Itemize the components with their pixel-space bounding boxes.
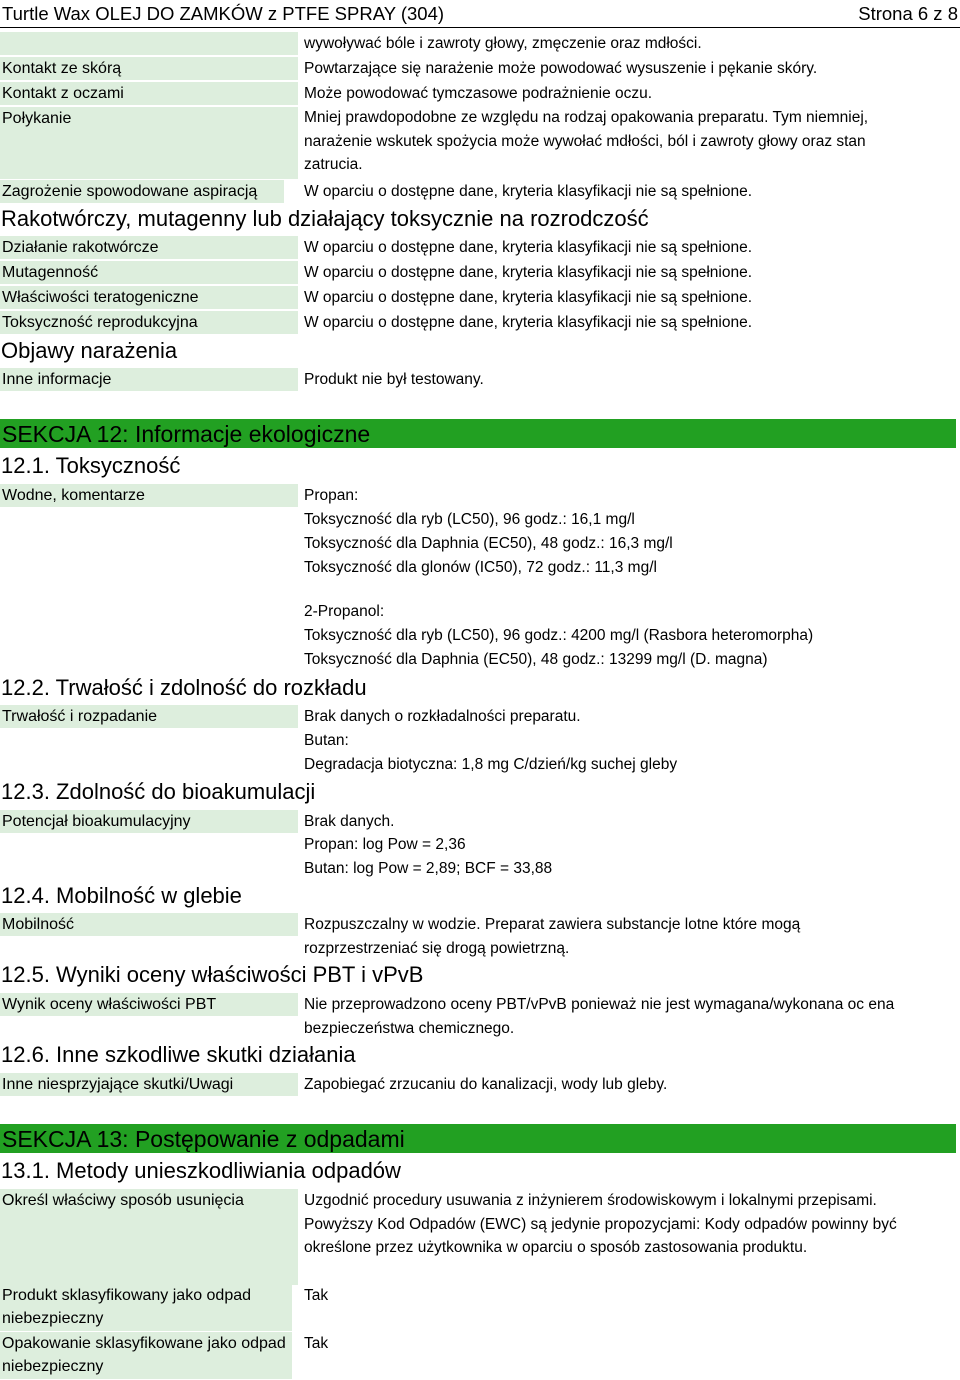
other-info-label: Inne informacje (0, 368, 298, 391)
packaging-value: Tak (304, 1335, 329, 1352)
teratogenicity-value: W oparciu o dostępne dane, kryteria klasyfikacji nie są spełnione. (304, 289, 753, 306)
other-info-value: Produkt nie był testowany. (304, 371, 484, 388)
pbt-heading: 12.5. Wyniki oceny właściwości PBT i vPvB (1, 962, 424, 987)
aquatic-line: Toksyczność dla Daphnia (EC50), 48 godz.: 13299 mg/l (D. magna) (304, 651, 768, 668)
bioaccumulation-heading: 12.3. Zdolność do bioakumulacji (1, 779, 316, 804)
skin-contact-value: Powtarzające się narażenie może powodować wysuszenie i pękanie skóry. (304, 60, 818, 77)
aquatic-label: Wodne, komentarze (0, 484, 298, 507)
hazardous-waste-label: Produkt sklasyfikowany jako odpad niebezpieczny (0, 1284, 292, 1331)
aspiration-value: W oparciu o dostępne dane, kryteria klasyfikacji nie są spełnione. (304, 183, 753, 200)
header-divider (0, 27, 960, 28)
section-13-title: SEKCJA 13: Postępowanie z odpadami (0, 1124, 956, 1153)
other-effects-value: Zapobiegać zrzucaniu do kanalizacji, wody lub gleby. (304, 1076, 668, 1093)
reproductive-toxicity-value: W oparciu o dostępne dane, kryteria klasyfikacji nie są spełnione. (304, 314, 753, 331)
aquatic-line: 2-Propanol: (304, 603, 385, 620)
packaging-label: Opakowanie sklasyfikowane jako odpad niebezpieczny (0, 1332, 292, 1379)
persistence-line: Butan: (304, 732, 349, 749)
pbt-value: Nie przeprowadzono oceny PBT/vPvB ponieważ nie jest wymagana/wykonana oc ena bezpieczeństwa chemicznego. (304, 996, 895, 1037)
bioaccumulation-line: Propan: log Pow = 2,36 (304, 836, 466, 853)
mobility-heading: 12.4. Mobilność w glebie (1, 883, 242, 908)
skin-contact-label: Kontakt ze skórą (0, 57, 298, 80)
ingestion-label: Połykanie (0, 107, 298, 179)
mobility-label: Mobilność (0, 913, 298, 936)
section-12-title: SEKCJA 12: Informacje ekologiczne (0, 419, 956, 448)
reproductive-toxicity-label: Toksyczność reprodukcyjna (0, 311, 298, 334)
other-effects-heading: 12.6. Inne szkodliwe skutki działania (1, 1042, 356, 1067)
mutagenicity-value: W oparciu o dostępne dane, kryteria klasyfikacji nie są spełnione. (304, 264, 753, 281)
cmr-heading: Rakotwórczy, mutagenny lub działający toksycznie na rozrodczość (1, 206, 649, 231)
eye-contact-value: Może powodować tymczasowe podrażnienie oczu. (304, 85, 653, 102)
page-header (0, 0, 960, 28)
disposal-label: Określ właściwy sposób usunięcia (0, 1189, 298, 1285)
aquatic-line: Toksyczność dla ryb (LC50), 96 godz.: 16,1 mg/l (304, 511, 635, 528)
hazardous-waste-value: Tak (304, 1287, 329, 1304)
other-effects-label: Inne niesprzyjające skutki/Uwagi (0, 1073, 298, 1096)
persistence-label: Trwałość i rozpadanie (0, 705, 298, 728)
bioaccumulation-line: Brak danych. (304, 813, 395, 830)
document-title: Turtle Wax OLEJ DO ZAMKÓW z PTFE SPRAY (304) (2, 3, 445, 24)
teratogenicity-label: Właściwości teratogeniczne (0, 286, 298, 309)
continued-label-cell (0, 32, 298, 55)
aquatic-line: Propan: (304, 487, 359, 504)
eye-contact-label: Kontakt z oczami (0, 82, 298, 105)
aquatic-line: Toksyczność dla glonów (IC50), 72 godz.: 11,3 mg/l (304, 559, 657, 576)
page-number: Strona 6 z 8 (858, 3, 958, 24)
toxicity-heading: 12.1. Toksyczność (1, 453, 181, 478)
persistence-line: Brak danych o rozkładalności preparatu. (304, 708, 581, 725)
bioaccumulation-line: Butan: log Pow = 2,89; BCF = 33,88 (304, 860, 553, 877)
carcinogenicity-label: Działanie rakotwórcze (0, 236, 298, 259)
persistence-heading: 12.2. Trwałość i zdolność do rozkładu (1, 675, 367, 700)
aquatic-line: Toksyczność dla Daphnia (EC50), 48 godz.: 16,3 mg/l (304, 535, 673, 552)
aspiration-label: Zagrożenie spowodowane aspiracją (0, 180, 284, 203)
mobility-value: Rozpuszczalny w wodzie. Preparat zawiera substancje lotne które mogą rozprzestrzeniać się drogą powietrzną. (304, 916, 801, 957)
bioaccumulation-label: Potencjał bioakumulacyjny (0, 810, 298, 833)
symptoms-heading: Objawy narażenia (1, 338, 178, 363)
carcinogenicity-value: W oparciu o dostępne dane, kryteria klasyfikacji nie są spełnione. (304, 239, 753, 256)
disposal-methods-heading: 13.1. Metody unieszkodliwiania odpadów (1, 1158, 401, 1183)
persistence-line: Degradacja biotyczna: 1,8 mg C/dzień/kg suchej gleby (304, 756, 678, 773)
mutagenicity-label: Mutagenność (0, 261, 298, 284)
disposal-value: Uzgodnić procedury usuwania z inżynierem środowiskowym i lokalnymi przepisami. Powyższy Kod Odpadów (EWC) są jedynie propozycjami: Kody odpadów powinny być określone przez użytkownika w oparciu o sposób zastosowania produktu. (304, 1192, 897, 1256)
ingestion-value: Mniej prawdopodobne ze względu na rodzaj opakowania preparatu. Tym niemniej, narażenie wskutek spożycia może wywołać mdłości, ból i zawroty głowy oraz stan zatrucia. (304, 109, 869, 173)
pbt-label: Wynik oceny właściwości PBT (0, 993, 298, 1016)
continued-text: wywoływać bóle i zawroty głowy, zmęczenie oraz mdłości. (304, 35, 702, 52)
aquatic-line: Toksyczność dla ryb (LC50), 96 godz.: 4200 mg/l (Rasbora heteromorpha) (304, 627, 814, 644)
